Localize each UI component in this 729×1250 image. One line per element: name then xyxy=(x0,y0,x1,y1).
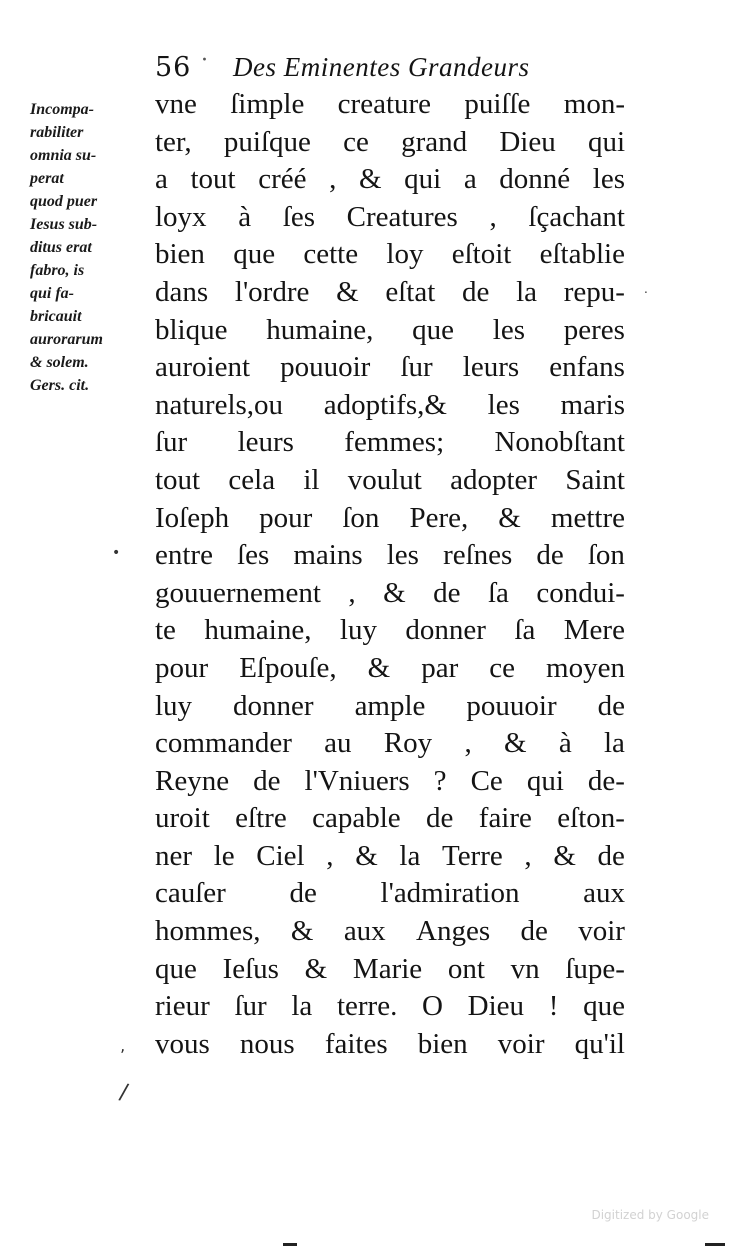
text-line: pour Eſpouſe, & par ce moyen xyxy=(155,651,625,684)
margin-note-line: Incompa- xyxy=(30,101,94,118)
body-text xyxy=(155,86,625,1063)
text-line: que Ieſus & Marie ont vn ſupe- xyxy=(155,952,625,985)
margin-note-line: bricauit xyxy=(30,308,82,325)
bottom-rule xyxy=(283,1243,297,1246)
text-line: ner le Ciel , & la Terre , & de xyxy=(155,839,625,872)
text-line: cauſer de l'admiration aux xyxy=(155,877,625,910)
text-line: gouuernement , & de ſa condui- xyxy=(155,576,625,609)
text-line: uroit eſtre capable de faire eſton- xyxy=(155,802,625,835)
running-head xyxy=(155,48,625,88)
text-line: commander au Roy , & à la xyxy=(155,727,625,760)
text-line: auroient pouuoir ſur leurs enfans xyxy=(155,351,625,384)
text-line: vne ſimple creature puiſſe mon- xyxy=(155,88,625,120)
page-number: 56 xyxy=(155,52,192,83)
stray-mark: • xyxy=(112,545,121,561)
margin-note-line: Iesus sub- xyxy=(30,216,98,233)
text-line: a tout créé , & qui a donné les xyxy=(155,163,625,196)
text-line: vous nous faites bien voir qu'il xyxy=(155,1027,625,1060)
text-line: ter, puiſque ce grand Dieu qui xyxy=(155,125,625,158)
margin-note-line: & solem. xyxy=(30,354,89,371)
text-line: blique humaine, que les peres xyxy=(155,313,625,346)
stray-mark: / xyxy=(117,1079,130,1106)
text-line: tout cela il voulut adopter Saint xyxy=(155,463,625,496)
stray-mark: ‚ xyxy=(120,1036,126,1055)
margin-note-line: Gers. cit. xyxy=(30,377,90,394)
text-line: Reyne de l'Vniuers ? Ce qui de- xyxy=(155,764,625,797)
margin-note-line: qui fa- xyxy=(30,285,74,302)
text-line: bien que cette loy eſtoit eſtablie xyxy=(155,238,625,271)
margin-note-line: quod puer xyxy=(30,193,98,210)
text-line: Ioſeph pour ſon Pere, & mettre xyxy=(155,501,625,534)
text-line: ſur leurs femmes; Nonobſtant xyxy=(155,426,625,459)
text-line: dans l'ordre & eſtat de la repu- xyxy=(155,275,625,308)
bottom-rule xyxy=(705,1243,725,1246)
head-dot: · xyxy=(201,48,208,73)
margin-note-line: ditus erat xyxy=(30,239,92,256)
margin-note-line: perat xyxy=(30,170,64,187)
running-title: Des Eminentes Grandeurs xyxy=(233,52,530,82)
text-line: naturels,ou adoptifs,& les maris xyxy=(155,388,625,421)
text-line: loyx à ſes Creatures , ſçachant xyxy=(155,200,625,233)
text-line: te humaine, luy donner ſa Mere xyxy=(155,614,625,647)
text-line: luy donner ample pouuoir de xyxy=(155,689,625,722)
watermark: Digitized by Google xyxy=(591,1208,709,1222)
margin-note xyxy=(30,98,152,397)
margin-note-line: fabro, is xyxy=(30,262,85,279)
margin-note-line: rabiliter xyxy=(30,124,84,141)
text-line: rieur ſur la terre. O Dieu ! que xyxy=(155,990,625,1023)
text-line: hommes, & aux Anges de voir xyxy=(155,915,625,948)
text-line: entre ſes mains les reſnes de ſon xyxy=(155,539,625,572)
margin-note-line: omnia su- xyxy=(30,147,97,164)
margin-note-line: aurorarum xyxy=(30,331,103,348)
stray-mark: . xyxy=(644,282,648,296)
